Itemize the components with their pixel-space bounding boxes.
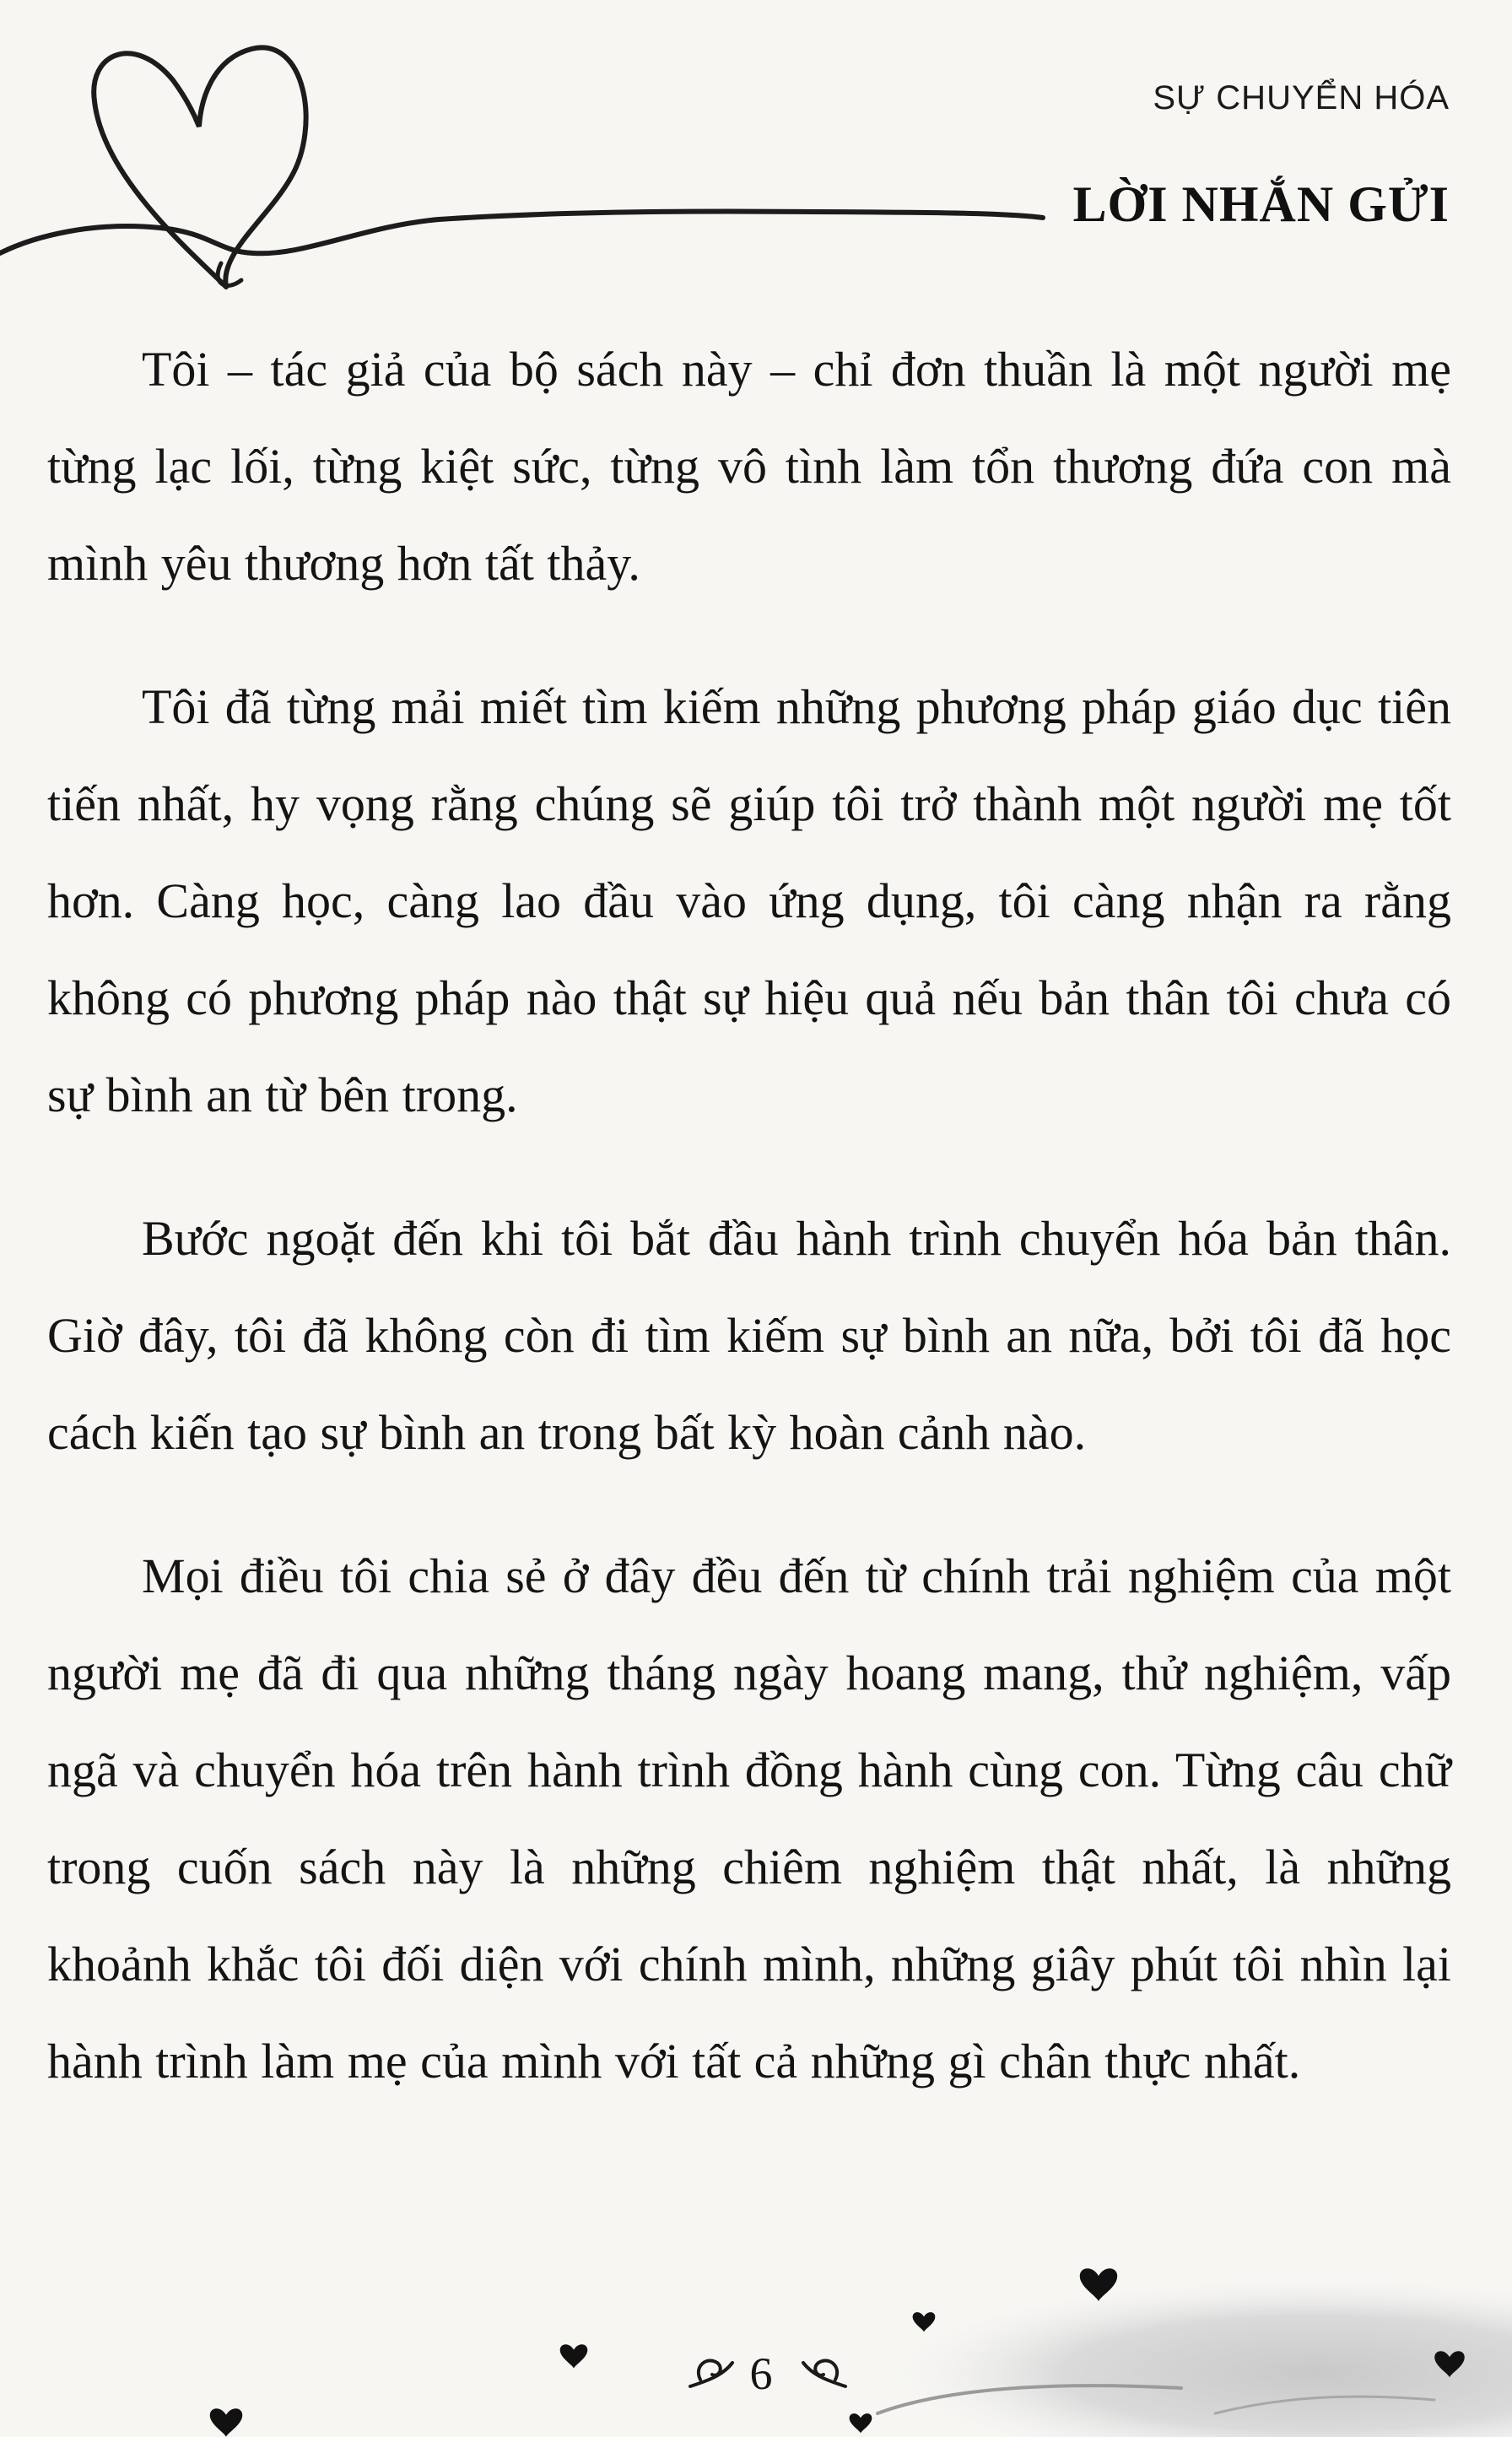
paragraph: Mọi điều tôi chia sẻ ở đây đều đến từ chính trải nghiệm của một người mẹ đã đi qua những tháng ngày hoang mang, thử nghiệm, vấp ngã và chuyển hóa trên hành trình đồng hành cùng con. Từng câu chữ trong cuốn sách này là những chiêm nghiệm thật nhất, là những khoảnh khắc tôi đối diện với chính mình, những giây phút tôi nhìn lại hành trình làm mẹ của mình với tất cả những gì chân thực nhất. bbox=[47, 1548, 1451, 2088]
body-text bbox=[47, 321, 1451, 2110]
heart-icon bbox=[913, 2312, 936, 2332]
running-header: SỰ CHUYỂN HÓA bbox=[1153, 79, 1450, 116]
heart-icon bbox=[210, 2408, 242, 2437]
heart-icon bbox=[560, 2344, 588, 2368]
chapter-title: LỜI NHẮN GỬI bbox=[1072, 176, 1450, 232]
page-number: 6 bbox=[749, 2348, 773, 2399]
paragraph: Bước ngoặt đến khi tôi bắt đầu hành trình chuyển hóa bản thân. Giờ đây, tôi đã không còn đi tìm kiếm sự bình an nữa, bởi tôi đã học cách kiến tạo sự bình an trong bất kỳ hoàn cảnh nào. bbox=[47, 1211, 1451, 1460]
heart-line-icon bbox=[0, 0, 1512, 321]
paragraph: Tôi đã từng mải miết tìm kiếm những phương pháp giáo dục tiên tiến nhất, hy vọng rằng chúng sẽ giúp tôi trở thành một người mẹ tốt hơn. Càng học, càng lao đầu vào ứng dụng, tôi càng nhận ra rằng không có phương pháp nào thật sự hiệu quả nếu bản thân tôi chưa có sự bình an từ bên trong. bbox=[47, 679, 1451, 1122]
paragraph: Tôi – tác giả của bộ sách này – chỉ đơn thuần là một người mẹ từng lạc lối, từng kiệt sức, từng vô tình làm tổn thương đứa con mà mình yêu thương hơn tất thảy. bbox=[47, 342, 1451, 591]
